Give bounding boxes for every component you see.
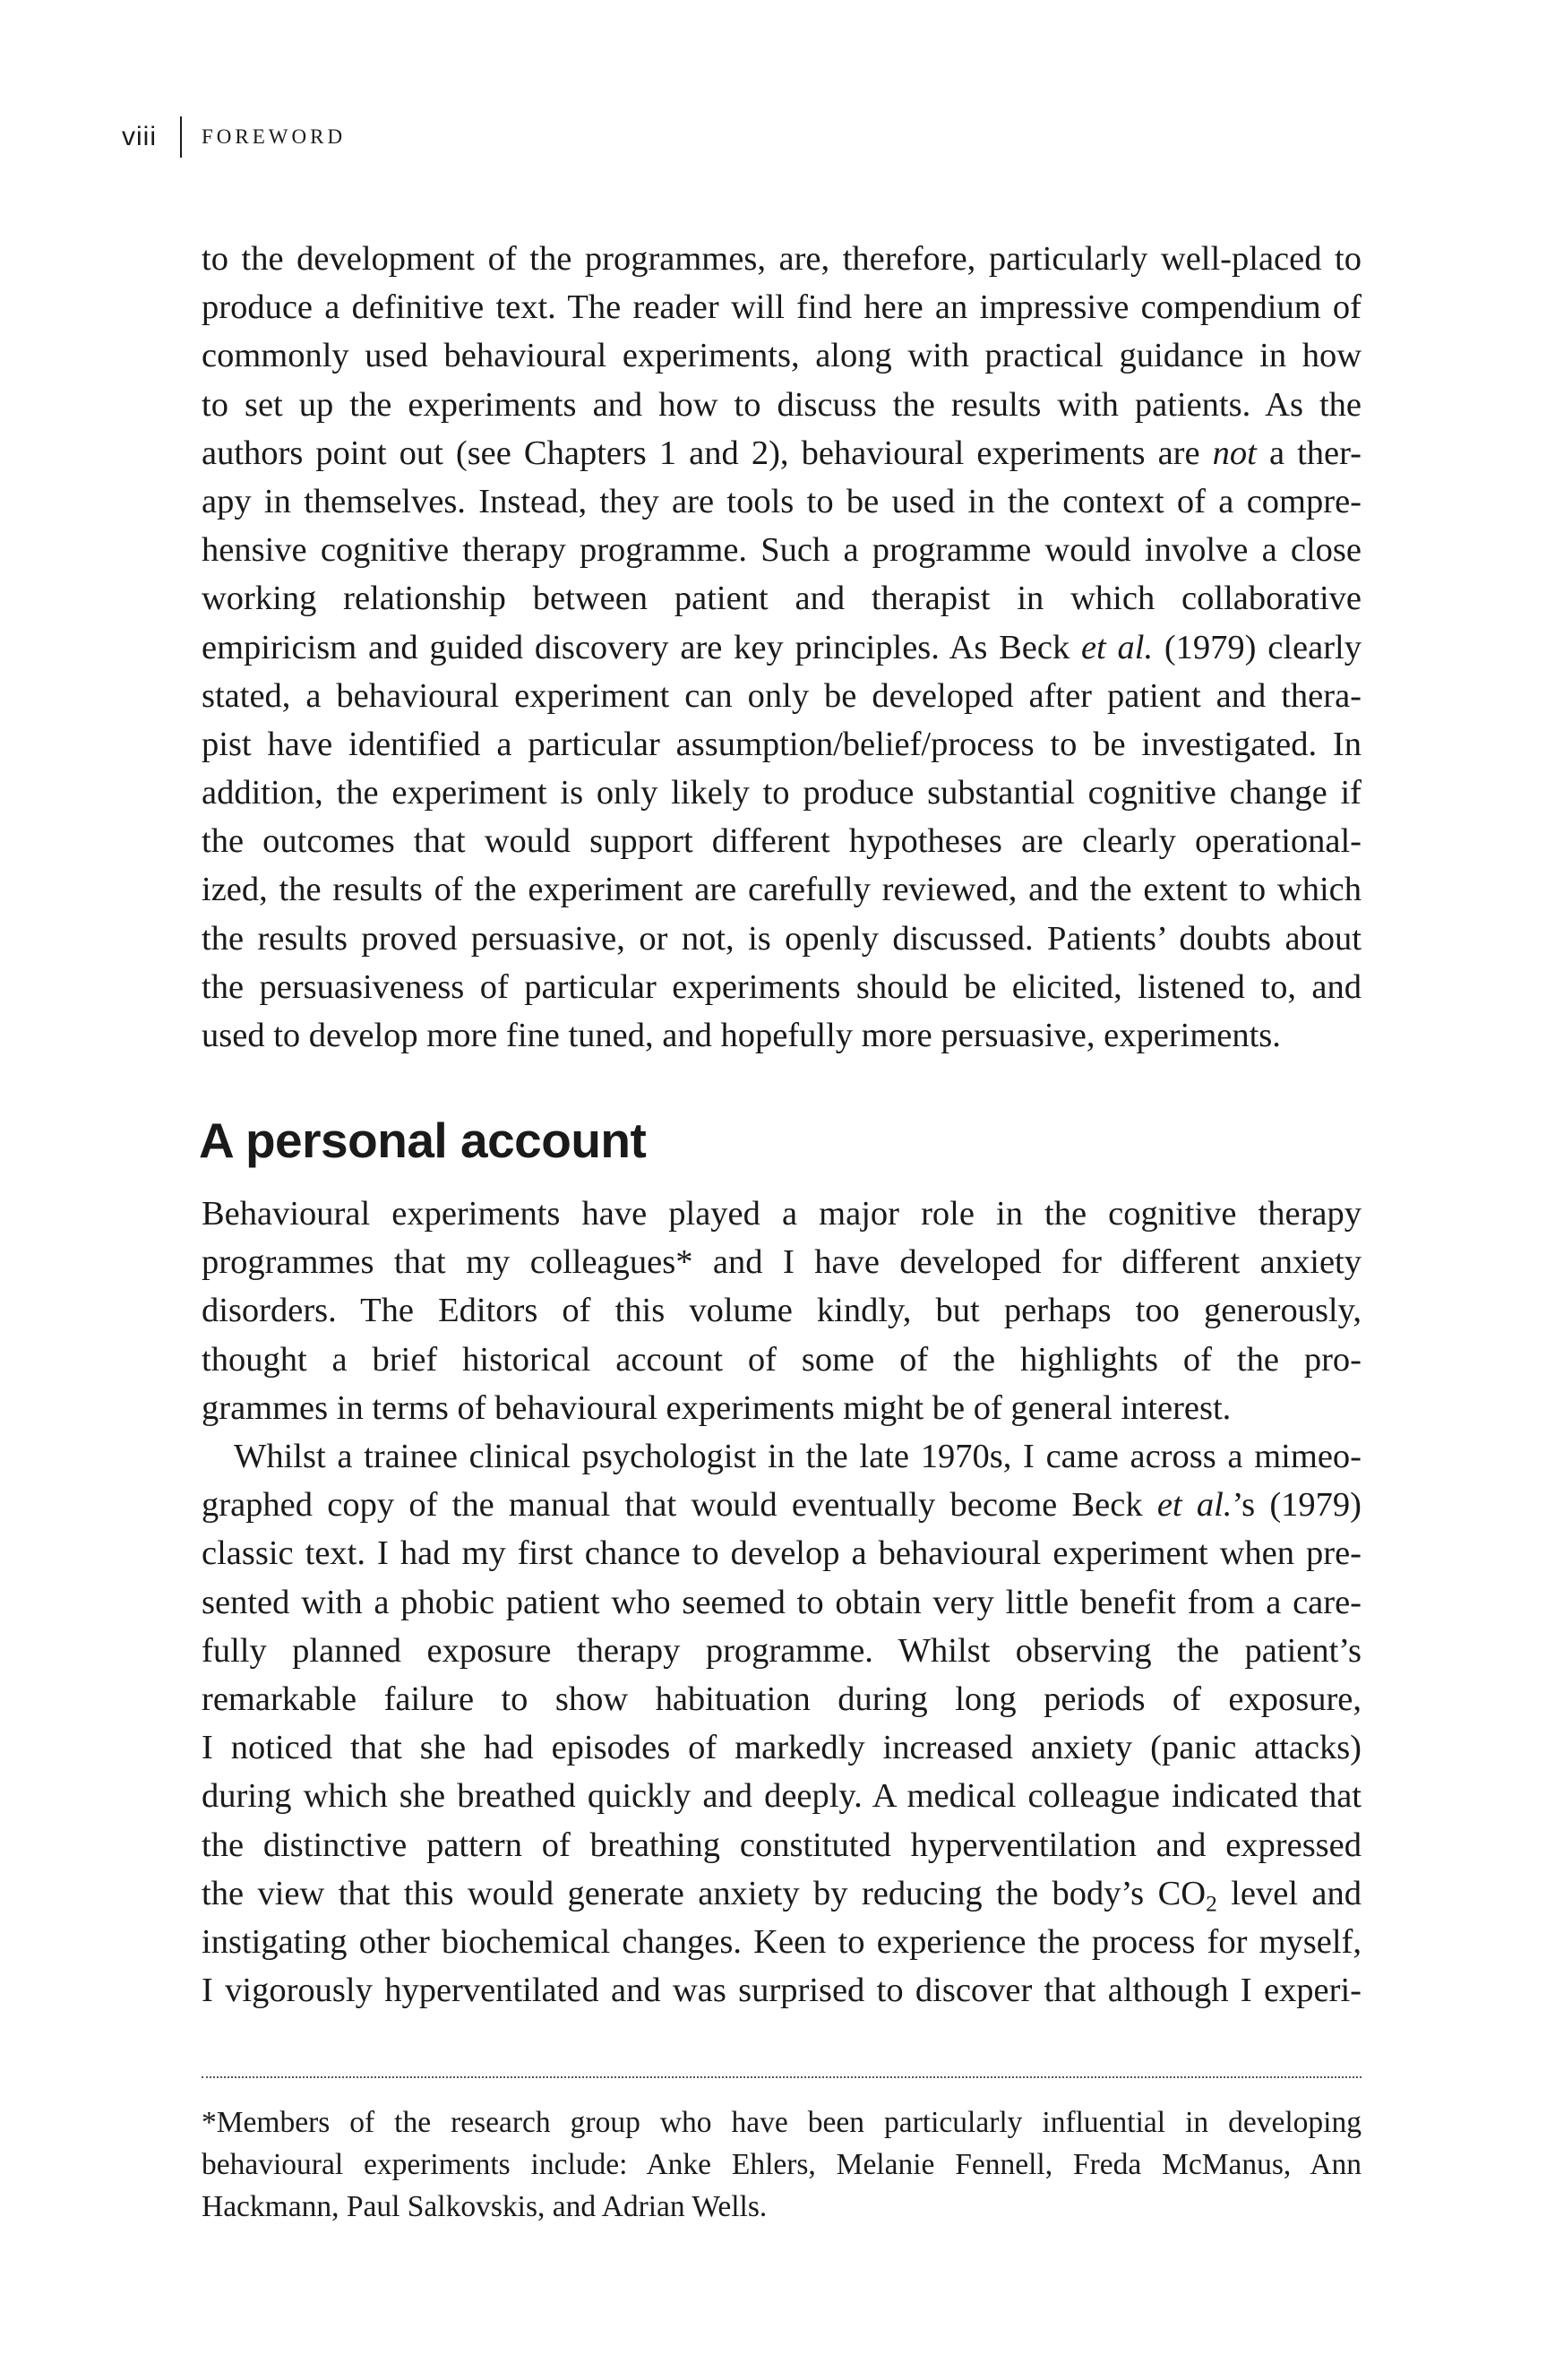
text-line: instigating other biochemical changes. Keen to experience the process for myself, [202,1922,1362,1961]
text-segment: authors point out (see Chapters 1 and 2), behavioural experiments are [202,434,1213,472]
subscript: 2 [1206,1891,1217,1917]
text-line: disorders. The Editors of this volume kindly, but perhaps too generously, [202,1292,1362,1330]
text-line: commonly used behavioural experiments, along with practical guidance in how [202,337,1362,375]
text-segment: the view that this would generate anxiety by reducing the body’s CO [202,1874,1207,1912]
paragraph [202,1190,1362,1432]
emphasis: et al. [1156,1486,1233,1525]
text-line: I noticed that she had episodes of markedly increased anxiety (panic attacks) [202,1729,1362,1767]
text-segment: (1979) clearly [1153,628,1362,666]
text-line: used to develop more fine tuned, and hopefully more persuasive, experiments. [202,1017,1281,1054]
text-line: grammes in terms of behavioural experiments might be of general interest. [202,1388,1232,1427]
text-line: I vigorously hyperventilated and was surprised to discover that although I experi- [202,1972,1362,2010]
footnote-line: *Members of the research group who have been particularly influential in developing [202,2106,1362,2139]
paragraph [202,1432,1362,2015]
text-line: apy in themselves. Instead, they are tools to be used in the context of a compre- [202,482,1362,520]
text-line: sented with a phobic patient who seemed to obtain very little benefit from a care- [202,1583,1362,1621]
text-line: hensive cognitive therapy programme. Such a programme would involve a close [202,531,1362,570]
text-line: addition, the experiment is only likely to produce substantial cognitive change if [202,774,1362,812]
footnote-divider [202,2076,1362,2078]
text-segment: a ther- [1256,434,1362,472]
text-segment: level and [1216,1874,1362,1912]
text-line: classic text. I had my first chance to develop a behavioural experiment when pre- [202,1534,1362,1573]
text-line: to set up the experiments and how to discuss the results with patients. As the [202,385,1362,424]
text-line: thought a brief historical account of some of the highlights of the pro- [202,1340,1362,1379]
footnote-line: behavioural experiments include: Anke Ehlers, Melanie Fennell, Freda McManus, Ann [202,2148,1362,2181]
text-line: during which she breathed quickly and deeply. A medical colleague indicated that [202,1777,1362,1816]
text-line: pist have identified a particular assumption/belief/process to be investigated. In [202,725,1362,763]
emphasis: not [1212,434,1257,472]
text-line: produce a definitive text. The reader will find here an impressive compendium of [202,288,1362,327]
text-line: Behavioural experiments have played a major role in the cognitive therapy [202,1195,1362,1233]
text-line [202,429,1362,477]
footnote [202,2101,1362,2228]
text-line [202,1481,1362,1529]
running-head [122,116,346,158]
text-line: fully planned exposure therapy programme. Whilst observing the patient’s [202,1631,1362,1670]
running-title: FOREWORD [202,125,347,148]
text-line: the distinctive pattern of breathing constituted hyperventilation and expressed [202,1826,1362,1864]
text-line: to the development of the programmes, are, therefore, particularly well-placed to [202,240,1362,278]
text-line: working relationship between patient and therapist in which collaborative [202,580,1362,618]
text-line: programmes that my colleagues* and I have developed for different anxiety [202,1243,1362,1282]
emphasis: et al. [1080,628,1154,666]
text-line [202,623,1362,672]
text-line [202,1869,1362,1918]
text-line: the persuasiveness of particular experiments should be elicited, listened to, and [202,967,1362,1006]
text-line: Whilst a trainee clinical psychologist in the late 1970s, I came across a mimeo- [234,1438,1362,1475]
text-line: the results proved persuasive, or not, is openly discussed. Patients’ doubts about [202,919,1362,958]
footnote-line: Hackmann, Paul Salkovskis, and Adrian Wells. [202,2190,768,2223]
text-line: remarkable failure to show habituation during long periods of exposure, [202,1680,1362,1718]
text-line: stated, a behavioural experiment can only be developed after patient and thera- [202,676,1362,715]
text-segment: graphed copy of the manual that would eventually become Beck [202,1486,1157,1525]
text-segment: empiricism and guided discovery are key principles. As Beck [202,628,1081,666]
page-number: viii [122,116,182,158]
paragraph-continued [202,235,1362,1060]
text-segment: ’s (1979) [1232,1486,1362,1525]
text-line: the outcomes that would support different hypotheses are clearly operational- [202,822,1362,861]
text-line: ized, the results of the experiment are carefully reviewed, and the extent to which [202,871,1362,909]
section-heading: A personal account [199,1113,647,1168]
